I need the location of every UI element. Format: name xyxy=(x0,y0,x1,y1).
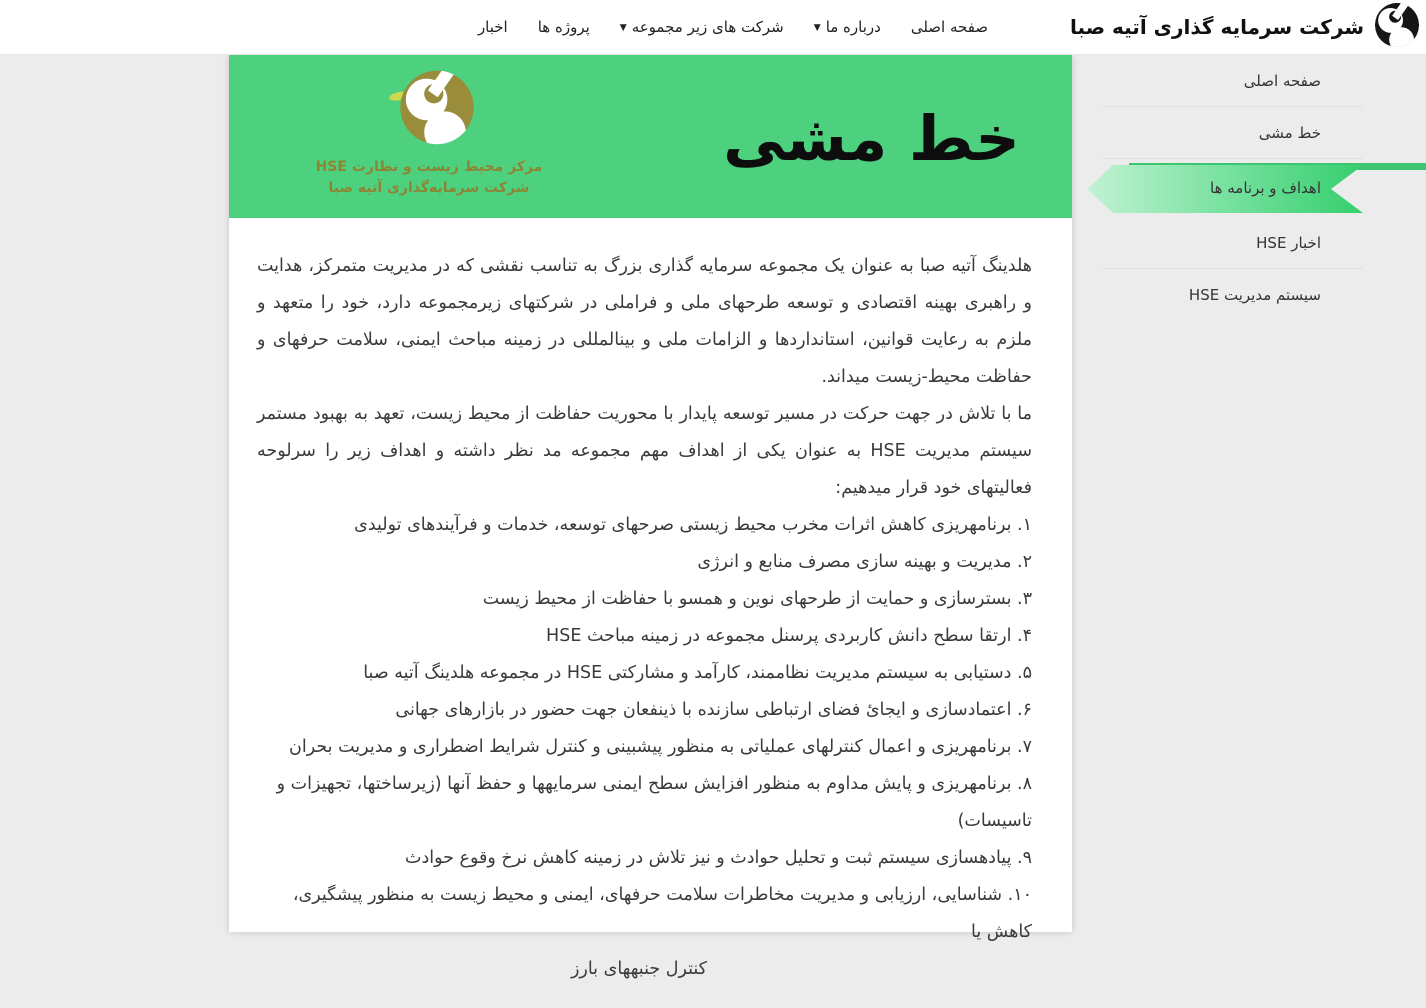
policy-text xyxy=(229,218,1072,1008)
paragraph-1: ما با تلاش در جهت حرکت در مسیر توسعه پایدار با محوریت حفاظت از محیط زیست، تعهد به بهبود مستمر سیستم مدیریت HSE به عنوان یکی از اهداف مهم مجموعه مد نظر داشته و اهداف زیر را سرلوحه فعالیتهای خود قرار میدهیم: xyxy=(257,404,1032,498)
paragraph-0: هلدینگ آتیه صبا به عنوان یک مجموعه سرمایه گذاری بزرگ به تناسب نقشی که در مدیریت متمرکز، هدایت و راهبری بهینه اقتصادی و توسعه طرحهای ملی و فراملی در شرکتهای زیرمجموعه دارد، خود را متعهد و ملزم به رعایت قوانین، استانداردها و الزامات ملی و بینالمللی در زمینه مباحث ایمنی، سلامت حرفهای و حفاظت محیط-زیست میداند. xyxy=(257,256,1032,387)
list-item-9: ۹. پیادهسازی سیستم ثبت و تحلیل حوادث و نیز تلاش در زمینه کاهش نرخ وقوع حوادث xyxy=(404,848,1032,868)
list-item-4: ۴. ارتقا سطح دانش کاربردی پرسنل مجموعه در زمینه مباحث HSE xyxy=(546,626,1032,646)
page-header xyxy=(229,55,1072,218)
dropdown-caret-icon: ▼ xyxy=(619,23,627,33)
list-item-7: ۷. برنامهریزی و اعمال کنترلهای عملیاتی به منظور پیشبینی و کنترل شرایط اضطراری و مدیریت بحران xyxy=(289,737,1032,757)
nav-item-label: شرکت های زیر مجموعه xyxy=(631,18,784,36)
list-item-10: ۱۰. شناسایی، ارزیابی و مدیریت مخاطرات سلامت حرفهای، ایمنی و محیط زیست به منظور پیشگیری، کاهش یا xyxy=(292,885,1032,942)
sidebar-item-1[interactable] xyxy=(1103,107,1363,159)
list-item-6: ۶. اعتمادسازی و ایجائ فضای ارتباطی سازنده با ذینفعان جهت حضور در بازارهای جهانی xyxy=(395,700,1032,720)
hse-logo-icon xyxy=(381,63,477,155)
topbar xyxy=(0,0,1426,55)
policy-goal-list xyxy=(257,507,1032,988)
page-title: خط مشی xyxy=(723,102,1020,175)
nav-item-label: اخبار xyxy=(477,18,508,36)
hse-logo xyxy=(295,59,563,199)
nav-item-4[interactable] xyxy=(478,18,508,36)
sidebar xyxy=(1103,55,1363,321)
sidebar-item-0[interactable] xyxy=(1103,55,1363,107)
list-item-5: ۵. دستیابی به سیستم مدیریت نظاممند، کارآمد و مشارکتی HSE در مجموعه هلدینگ آتیه صبا xyxy=(363,663,1032,683)
sidebar-item-4[interactable] xyxy=(1103,269,1363,321)
sidebar-item-label: اهداف و برنامه ها xyxy=(1210,179,1321,197)
list-item-2: ۲. مدیریت و بهینه سازی مصرف منابع و انرژی xyxy=(697,552,1032,572)
brand-text: شرکت سرمایه گذاری آتیه صبا xyxy=(1070,15,1364,39)
sidebar-item-3[interactable] xyxy=(1103,217,1363,269)
nav-item-2[interactable] xyxy=(620,18,784,36)
nav-item-label: درباره ما xyxy=(825,18,881,36)
nav-item-0[interactable] xyxy=(911,18,988,36)
sidebar-item-label: صفحه اصلی xyxy=(1243,72,1321,90)
dropdown-caret-icon: ▼ xyxy=(813,23,821,33)
top-nav xyxy=(478,18,988,36)
hse-logo-caption-1: مرکز محیط زیست و نظارت HSE xyxy=(315,159,543,175)
brand-logo-icon xyxy=(1374,2,1420,52)
list-item-8: ۸. برنامهریزی و پایش مداوم به منظور افزایش سطح ایمنی سرمایهها و حفظ آنها (زیرساختها، تجهیزات و تاسیسات) xyxy=(276,774,1032,831)
main-content xyxy=(229,55,1072,979)
policy-paragraphs xyxy=(257,248,1032,507)
sidebar-item-label: خط مشی xyxy=(1258,124,1321,142)
nav-item-label: صفحه اصلی xyxy=(910,18,989,36)
brand[interactable] xyxy=(1070,2,1426,52)
sidebar-item-label: اخبار HSE xyxy=(1256,234,1321,252)
list-item-1: ۱. برنامهریزی کاهش اثرات مخرب محیط زیستی صرحهای توسعه، خدمات و فرآیندهای تولیدی xyxy=(354,515,1032,535)
nav-item-3[interactable] xyxy=(538,18,590,36)
hse-logo-caption-2: شرکت سرمایه‌گذاری آتیه صبا xyxy=(328,180,530,196)
sidebar-item-label: سیستم مدیریت HSE xyxy=(1188,286,1321,304)
nav-item-1[interactable] xyxy=(814,18,881,36)
list-item-10-continuation: کنترل جنبههای بارز xyxy=(570,959,707,979)
sidebar-item-2-active[interactable] xyxy=(1103,159,1363,217)
nav-item-label: پروژه ها xyxy=(537,18,590,36)
list-item-3: ۳. بسترسازی و حمایت از طرحهای نوین و همسو با حفاظت از محیط زیست xyxy=(482,589,1032,609)
